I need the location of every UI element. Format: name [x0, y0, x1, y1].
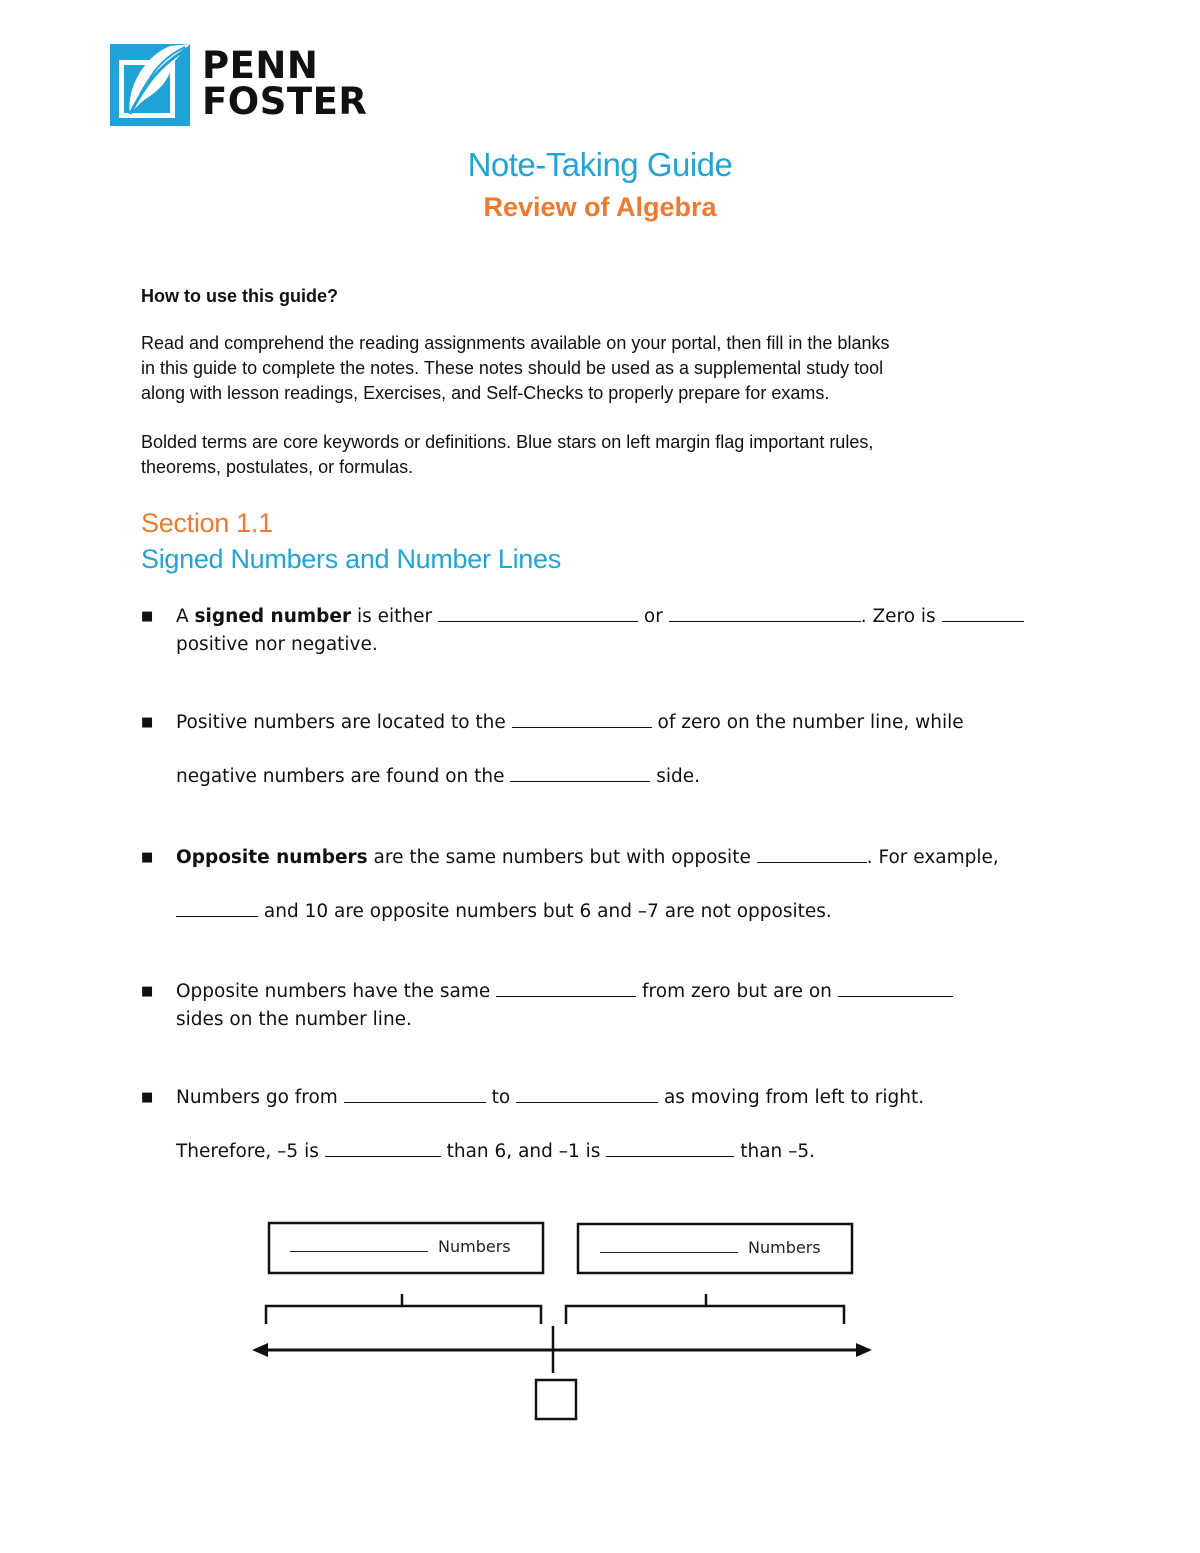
left-box-label — [290, 1237, 511, 1256]
left-brace — [266, 1294, 541, 1324]
bullet-square-icon: ■ — [141, 850, 154, 865]
bullet-line: positive nor negative. — [176, 634, 378, 655]
intro-p1-line: along with lesson readings, Exercises, and Self-Checks to properly prepare for exams. — [141, 383, 830, 403]
keyword-opposite-numbers: Opposite numbers — [176, 847, 368, 868]
bullet-square-icon: ■ — [141, 715, 154, 730]
page-title: Note-Taking Guide — [467, 146, 733, 183]
text: of zero on the number line, while — [651, 712, 964, 733]
text: from zero but are on — [636, 981, 838, 1002]
keyword-signed-number: signed number — [194, 606, 352, 627]
bullet-square-icon: ■ — [141, 984, 154, 999]
text: are the same numbers but with opposite — [367, 847, 757, 868]
text: Opposite numbers have the same — [176, 981, 497, 1002]
how-to-use-heading: How to use this guide? — [141, 286, 338, 306]
right-arrowhead — [856, 1343, 872, 1357]
right-brace — [566, 1294, 844, 1324]
text: Therefore, –5 is — [176, 1141, 325, 1162]
section-title: Signed Numbers and Number Lines — [141, 544, 561, 574]
section-number: Section 1.1 — [141, 508, 273, 538]
fill-blank[interactable] — [600, 1238, 738, 1253]
fill-blank[interactable] — [290, 1237, 428, 1252]
text: as moving from left to right. — [658, 1087, 925, 1108]
zero-answer-box — [536, 1380, 576, 1419]
text: is either — [351, 606, 438, 627]
page-subtitle: Review of Algebra — [483, 192, 717, 222]
text: A — [176, 606, 195, 627]
text: than 6, and –1 is — [440, 1141, 607, 1162]
text: to — [485, 1087, 517, 1108]
left-arrowhead — [252, 1343, 268, 1357]
intro-p2-line: theorems, postulates, or formulas. — [141, 457, 414, 477]
text: . For example, — [866, 847, 999, 868]
text: negative numbers are found on the — [176, 766, 511, 787]
intro-p1-line: Read and comprehend the reading assignments available on your portal, then fill in the blanks — [141, 333, 890, 353]
bullet-square-icon: ■ — [141, 1090, 154, 1105]
right-box-label — [600, 1238, 821, 1257]
brand-line-2: FOSTER — [202, 80, 368, 123]
text: Numbers go from — [176, 1087, 344, 1108]
text: than –5. — [734, 1141, 816, 1162]
text: side. — [650, 766, 701, 787]
text: . Zero is — [860, 606, 942, 627]
label-text: Numbers — [438, 1237, 511, 1256]
text: or — [638, 606, 669, 627]
text: and 10 are opposite numbers but 6 and –7 are not opposites. — [258, 901, 832, 922]
bullet-square-icon: ■ — [141, 609, 154, 624]
bullet-line: sides on the number line. — [176, 1009, 412, 1030]
intro-p2-line: Bolded terms are core keywords or definitions. Blue stars on left margin flag important rules, — [141, 432, 874, 452]
text: Positive numbers are located to the — [176, 712, 512, 733]
intro-p1-line: in this guide to complete the notes. These notes should be used as a supplemental study tool — [141, 358, 884, 378]
brand-line-1: PENN — [202, 44, 319, 87]
label-text: Numbers — [748, 1238, 821, 1257]
